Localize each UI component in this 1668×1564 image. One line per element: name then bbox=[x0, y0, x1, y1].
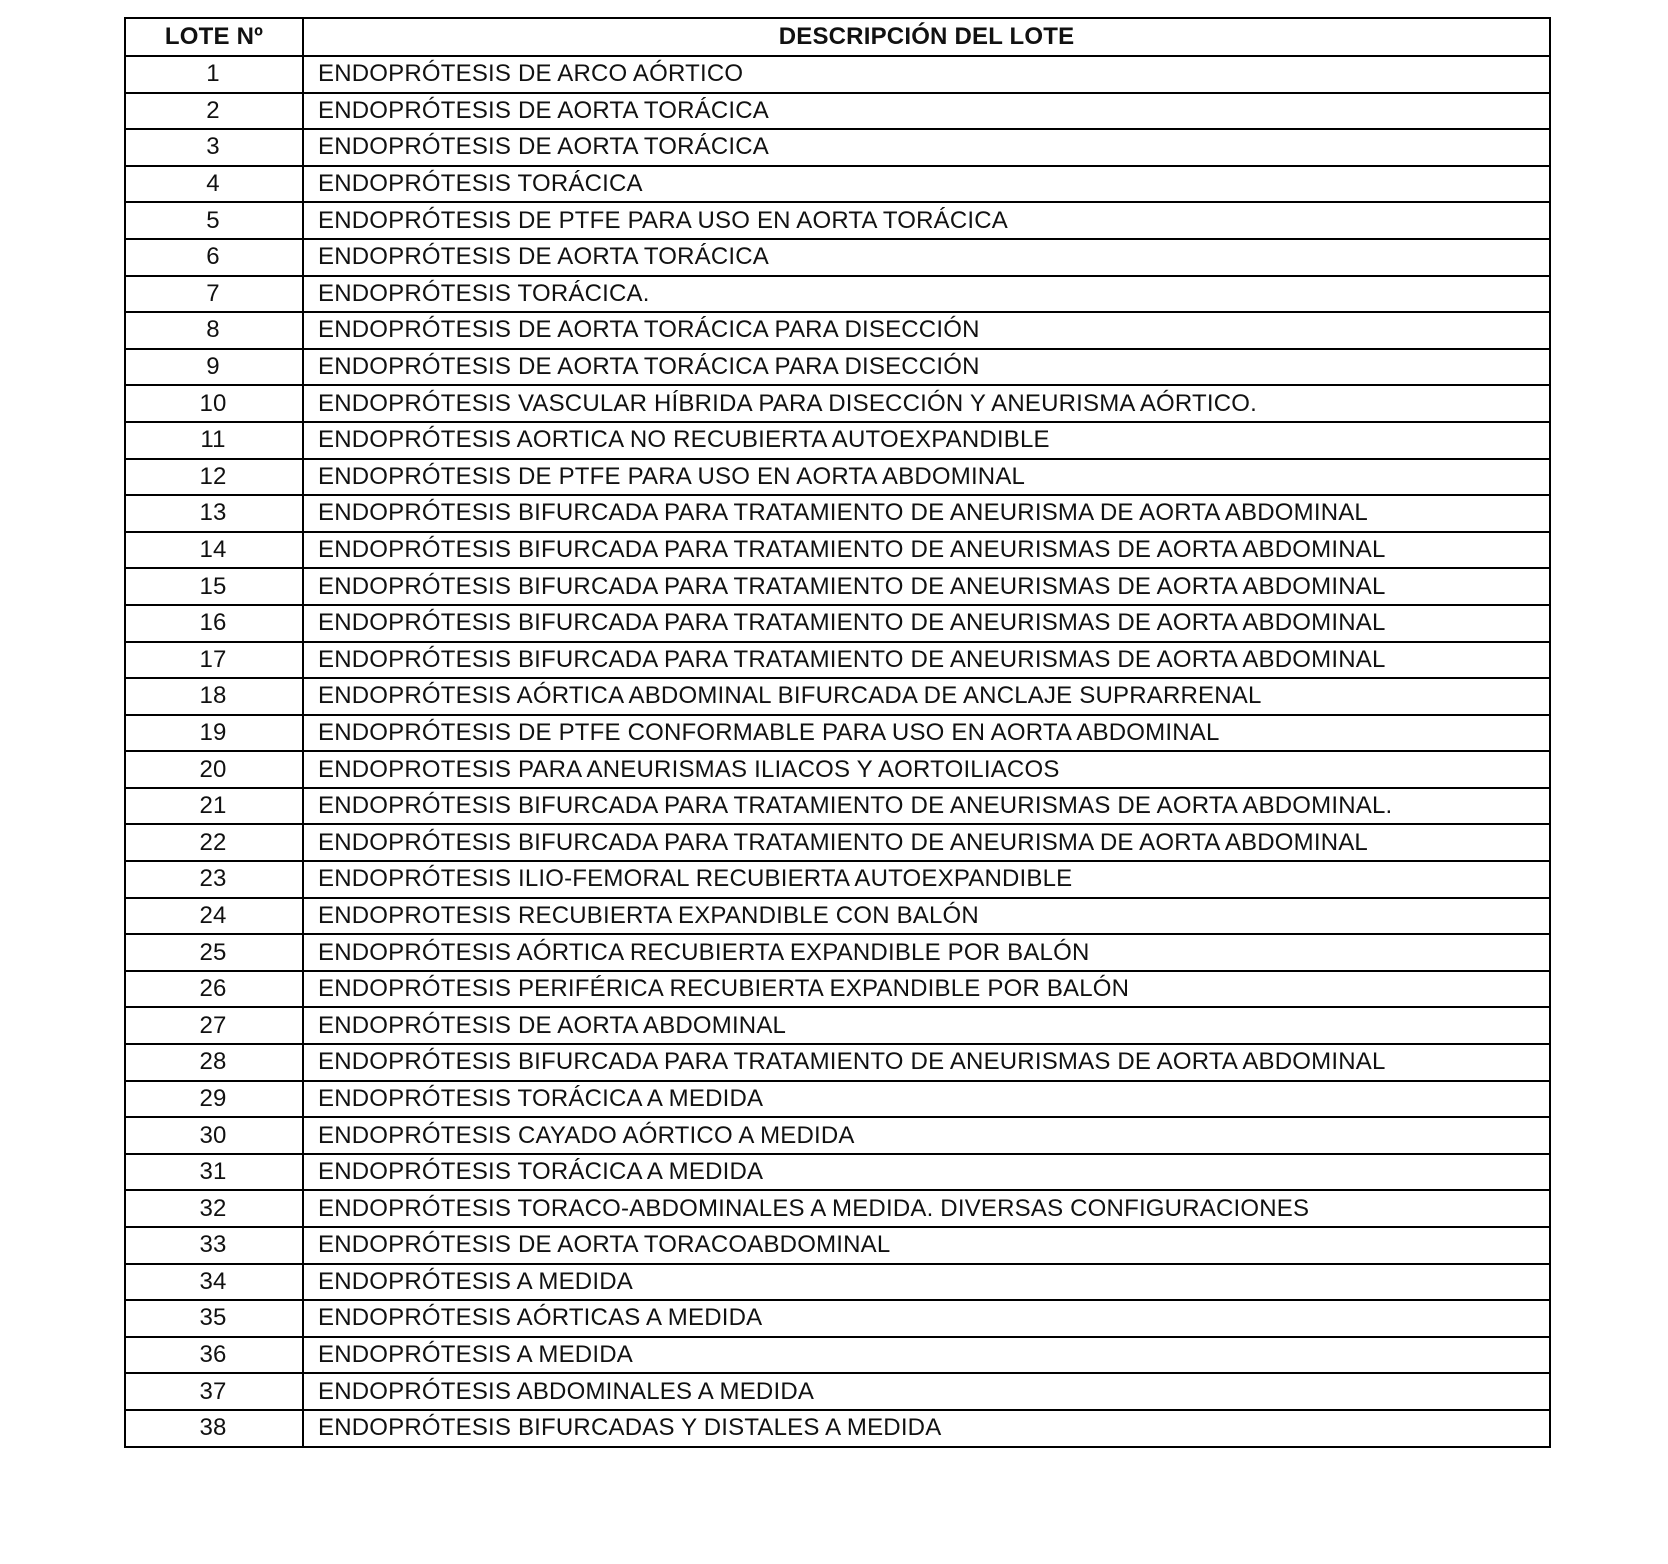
table-row bbox=[125, 568, 1550, 605]
lote-description: ENDOPRÓTESIS ABDOMINALES A MEDIDA bbox=[303, 1373, 1550, 1410]
table-row bbox=[125, 1044, 1550, 1081]
table-row bbox=[125, 93, 1550, 130]
lote-number: 22 bbox=[125, 824, 303, 861]
lote-number: 23 bbox=[125, 861, 303, 898]
lote-description: ENDOPRÓTESIS DE AORTA TORÁCICA PARA DISECCIÓN bbox=[303, 349, 1550, 386]
table-row bbox=[125, 459, 1550, 496]
table-row bbox=[125, 898, 1550, 935]
lote-number: 29 bbox=[125, 1081, 303, 1118]
lote-description: ENDOPRÓTESIS PERIFÉRICA RECUBIERTA EXPANDIBLE POR BALÓN bbox=[303, 971, 1550, 1008]
table-row bbox=[125, 861, 1550, 898]
table-row bbox=[125, 1373, 1550, 1410]
lote-description: ENDOPRÓTESIS ILIO-FEMORAL RECUBIERTA AUTOEXPANDIBLE bbox=[303, 861, 1550, 898]
lote-number: 14 bbox=[125, 532, 303, 569]
table-row bbox=[125, 56, 1550, 93]
lote-number: 19 bbox=[125, 715, 303, 752]
lote-description: ENDOPRÓTESIS BIFURCADA PARA TRATAMIENTO DE ANEURISMA DE AORTA ABDOMINAL bbox=[303, 824, 1550, 861]
table-row bbox=[125, 239, 1550, 276]
lote-number: 16 bbox=[125, 605, 303, 642]
lote-description: ENDOPRÓTESIS BIFURCADAS Y DISTALES A MEDIDA bbox=[303, 1410, 1550, 1447]
lote-number: 36 bbox=[125, 1337, 303, 1374]
lote-number: 28 bbox=[125, 1044, 303, 1081]
lote-number: 25 bbox=[125, 934, 303, 971]
column-header-descripcion: DESCRIPCIÓN DEL LOTE bbox=[303, 18, 1550, 56]
lote-number: 34 bbox=[125, 1264, 303, 1301]
lote-description: ENDOPRÓTESIS DE AORTA TORÁCICA bbox=[303, 93, 1550, 130]
lote-description: ENDOPRÓTESIS BIFURCADA PARA TRATAMIENTO DE ANEURISMAS DE AORTA ABDOMINAL bbox=[303, 605, 1550, 642]
lote-number: 35 bbox=[125, 1300, 303, 1337]
lote-description: ENDOPRÓTESIS BIFURCADA PARA TRATAMIENTO DE ANEURISMAS DE AORTA ABDOMINAL bbox=[303, 568, 1550, 605]
lote-number: 24 bbox=[125, 898, 303, 935]
lote-number: 15 bbox=[125, 568, 303, 605]
lote-number: 13 bbox=[125, 495, 303, 532]
table-row bbox=[125, 1154, 1550, 1191]
lote-number: 8 bbox=[125, 312, 303, 349]
table-row bbox=[125, 934, 1550, 971]
table-row bbox=[125, 422, 1550, 459]
lote-description: ENDOPRÓTESIS TORÁCICA bbox=[303, 166, 1550, 203]
table-row bbox=[125, 788, 1550, 825]
lote-description: ENDOPRÓTESIS A MEDIDA bbox=[303, 1337, 1550, 1374]
lote-description: ENDOPRÓTESIS BIFURCADA PARA TRATAMIENTO DE ANEURISMAS DE AORTA ABDOMINAL bbox=[303, 1044, 1550, 1081]
lote-description: ENDOPRÓTESIS DE PTFE PARA USO EN AORTA ABDOMINAL bbox=[303, 459, 1550, 496]
lote-description: ENDOPRÓTESIS DE AORTA TORACOABDOMINAL bbox=[303, 1227, 1550, 1264]
table-row bbox=[125, 276, 1550, 313]
table-row bbox=[125, 1081, 1550, 1118]
lote-number: 30 bbox=[125, 1117, 303, 1154]
lote-description: ENDOPRÓTESIS DE AORTA TORÁCICA bbox=[303, 129, 1550, 166]
lote-number: 38 bbox=[125, 1410, 303, 1447]
lote-description: ENDOPRÓTESIS DE PTFE PARA USO EN AORTA TORÁCICA bbox=[303, 202, 1550, 239]
table-row bbox=[125, 1117, 1550, 1154]
lote-description: ENDOPRÓTESIS CAYADO AÓRTICO A MEDIDA bbox=[303, 1117, 1550, 1154]
lote-number: 31 bbox=[125, 1154, 303, 1191]
lote-description: ENDOPRÓTESIS A MEDIDA bbox=[303, 1264, 1550, 1301]
table-row bbox=[125, 385, 1550, 422]
table-row bbox=[125, 202, 1550, 239]
lote-number: 26 bbox=[125, 971, 303, 1008]
table-row bbox=[125, 349, 1550, 386]
lote-description: ENDOPRÓTESIS DE AORTA TORÁCICA PARA DISECCIÓN bbox=[303, 312, 1550, 349]
table-row bbox=[125, 166, 1550, 203]
lote-number: 21 bbox=[125, 788, 303, 825]
lote-description: ENDOPROTESIS RECUBIERTA EXPANDIBLE CON BALÓN bbox=[303, 898, 1550, 935]
table-row bbox=[125, 1410, 1550, 1447]
table-row bbox=[125, 129, 1550, 166]
table-row bbox=[125, 1264, 1550, 1301]
lote-description: ENDOPRÓTESIS TORÁCICA. bbox=[303, 276, 1550, 313]
table-row bbox=[125, 1190, 1550, 1227]
lote-number: 10 bbox=[125, 385, 303, 422]
lote-number: 27 bbox=[125, 1007, 303, 1044]
table-row bbox=[125, 678, 1550, 715]
lote-description: ENDOPRÓTESIS DE ARCO AÓRTICO bbox=[303, 56, 1550, 93]
column-header-lote: LOTE Nº bbox=[125, 18, 303, 56]
lote-number: 4 bbox=[125, 166, 303, 203]
lote-description: ENDOPRÓTESIS DE AORTA TORÁCICA bbox=[303, 239, 1550, 276]
lote-number: 11 bbox=[125, 422, 303, 459]
lote-description: ENDOPRÓTESIS DE PTFE CONFORMABLE PARA USO EN AORTA ABDOMINAL bbox=[303, 715, 1550, 752]
lote-number: 3 bbox=[125, 129, 303, 166]
lote-description: ENDOPRÓTESIS AÓRTICAS A MEDIDA bbox=[303, 1300, 1550, 1337]
lote-number: 33 bbox=[125, 1227, 303, 1264]
lote-description: ENDOPRÓTESIS AORTICA NO RECUBIERTA AUTOEXPANDIBLE bbox=[303, 422, 1550, 459]
lote-number: 2 bbox=[125, 93, 303, 130]
lote-description: ENDOPRÓTESIS BIFURCADA PARA TRATAMIENTO DE ANEURISMAS DE AORTA ABDOMINAL bbox=[303, 532, 1550, 569]
lote-number: 7 bbox=[125, 276, 303, 313]
lote-description: ENDOPROTESIS PARA ANEURISMAS ILIACOS Y AORTOILIACOS bbox=[303, 751, 1550, 788]
table-row bbox=[125, 715, 1550, 752]
table-row bbox=[125, 312, 1550, 349]
table-row bbox=[125, 495, 1550, 532]
table-row bbox=[125, 605, 1550, 642]
lote-number: 37 bbox=[125, 1373, 303, 1410]
lote-number: 20 bbox=[125, 751, 303, 788]
table-header-row bbox=[125, 18, 1550, 56]
lote-description: ENDOPRÓTESIS BIFURCADA PARA TRATAMIENTO DE ANEURISMA DE AORTA ABDOMINAL bbox=[303, 495, 1550, 532]
lote-description: ENDOPRÓTESIS TORÁCICA A MEDIDA bbox=[303, 1154, 1550, 1191]
lote-description: ENDOPRÓTESIS VASCULAR HÍBRIDA PARA DISECCIÓN Y ANEURISMA AÓRTICO. bbox=[303, 385, 1550, 422]
table-row bbox=[125, 532, 1550, 569]
lote-number: 1 bbox=[125, 56, 303, 93]
lote-description: ENDOPRÓTESIS DE AORTA ABDOMINAL bbox=[303, 1007, 1550, 1044]
table-row bbox=[125, 824, 1550, 861]
lots-table bbox=[124, 17, 1551, 1448]
lote-number: 6 bbox=[125, 239, 303, 276]
lote-number: 18 bbox=[125, 678, 303, 715]
lote-number: 32 bbox=[125, 1190, 303, 1227]
table-row bbox=[125, 642, 1550, 679]
lote-number: 5 bbox=[125, 202, 303, 239]
table-row bbox=[125, 1007, 1550, 1044]
table-row bbox=[125, 1337, 1550, 1374]
table-body bbox=[125, 56, 1550, 1447]
table-row bbox=[125, 971, 1550, 1008]
lote-description: ENDOPRÓTESIS BIFURCADA PARA TRATAMIENTO DE ANEURISMAS DE AORTA ABDOMINAL bbox=[303, 642, 1550, 679]
table-row bbox=[125, 1300, 1550, 1337]
table-row bbox=[125, 751, 1550, 788]
lote-description: ENDOPRÓTESIS BIFURCADA PARA TRATAMIENTO DE ANEURISMAS DE AORTA ABDOMINAL. bbox=[303, 788, 1550, 825]
lote-number: 9 bbox=[125, 349, 303, 386]
lote-description: ENDOPRÓTESIS AÓRTICA ABDOMINAL BIFURCADA DE ANCLAJE SUPRARRENAL bbox=[303, 678, 1550, 715]
lote-description: ENDOPRÓTESIS TORACO-ABDOMINALES A MEDIDA. DIVERSAS CONFIGURACIONES bbox=[303, 1190, 1550, 1227]
lote-description: ENDOPRÓTESIS TORÁCICA A MEDIDA bbox=[303, 1081, 1550, 1118]
lote-number: 17 bbox=[125, 642, 303, 679]
lote-number: 12 bbox=[125, 459, 303, 496]
table-row bbox=[125, 1227, 1550, 1264]
lote-description: ENDOPRÓTESIS AÓRTICA RECUBIERTA EXPANDIBLE POR BALÓN bbox=[303, 934, 1550, 971]
